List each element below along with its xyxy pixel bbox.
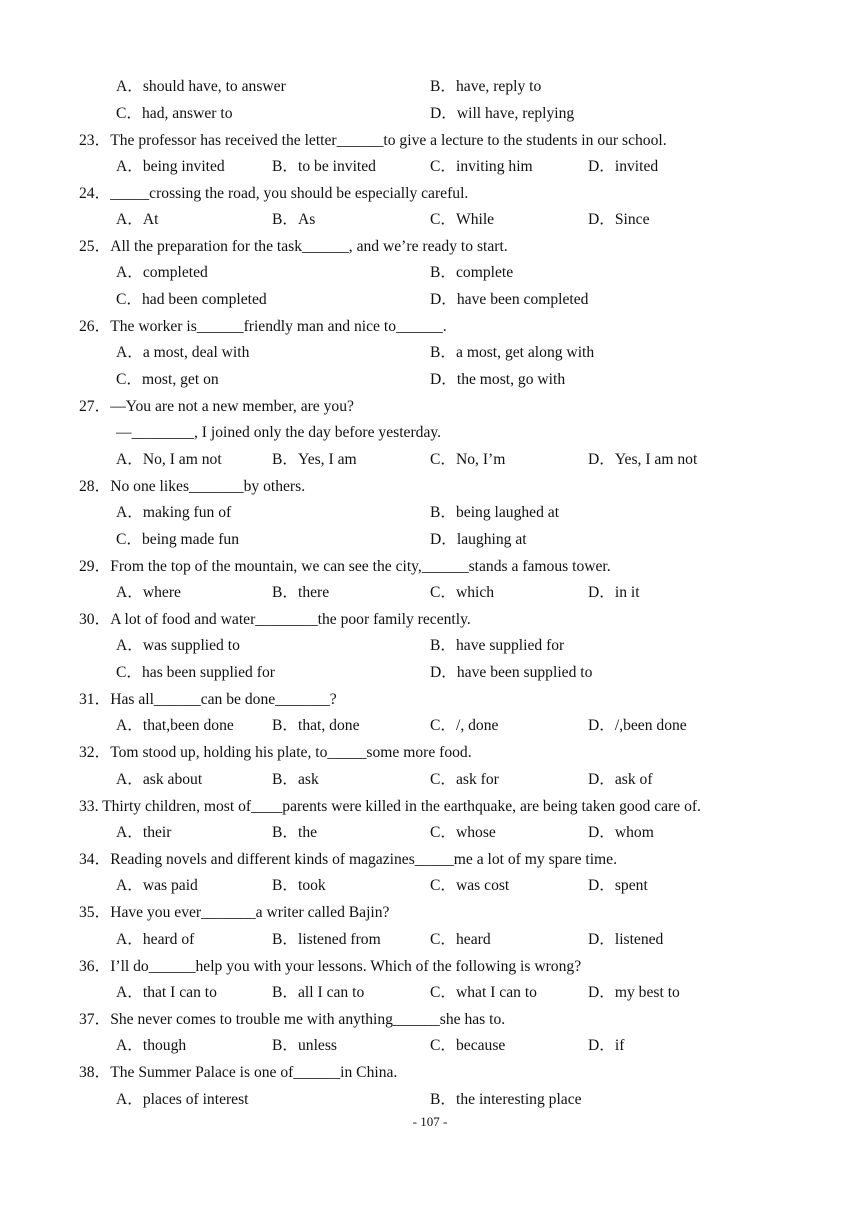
answer-option: B．that, done [272,717,360,734]
answer-option: D．if [588,1037,625,1054]
answer-option: B．took [272,877,326,894]
answer-option: C．was cost [430,877,510,894]
answer-option: B．a most, get along with [430,344,595,361]
answer-option: D．the most, go with [430,371,566,388]
question-text: 25．All the preparation for the task______, and we’re ready to start. [79,238,508,255]
question-text: 35．Have you ever_______a writer called Bajin? [79,904,390,921]
answer-option: D．Since [588,211,650,228]
question-text: 29．From the top of the mountain, we can see the city,______stands a famous tower. [79,558,611,575]
question-text: 38．The Summer Palace is one of______in China. [79,1064,398,1081]
question-text: 36．I’ll do______help you with your lessons. Which of the following is wrong? [79,958,582,975]
answer-option: A．completed [116,264,208,281]
answer-option: C．/, done [430,717,499,734]
answer-option: B．all I can to [272,984,365,1001]
answer-option: B．As [272,211,316,228]
answer-option: C．heard [430,931,491,948]
answer-option: A．heard of [116,931,195,948]
answer-option: A．places of interest [116,1091,249,1108]
question-text: 27．—You are not a new member, are you? [79,398,354,415]
question-text: 34．Reading novels and different kinds of magazines_____me a lot of my spare time. [79,851,617,868]
question-text: 30．A lot of food and water________the poor family recently. [79,611,471,628]
answer-option: A．No, I am not [116,451,222,468]
answer-option: B．unless [272,1037,337,1054]
answer-option: C．being made fun [116,531,239,548]
answer-option: C．most, get on [116,371,219,388]
answer-option: C．While [430,211,495,228]
answer-option: A．a most, deal with [116,344,250,361]
answer-option: D．will have, replying [430,105,575,122]
page-number: - 107 - [412,1114,448,1129]
answer-option: A．where [116,584,181,601]
answer-option: D．Yes, I am not [588,451,698,468]
answer-option: B．the interesting place [430,1091,582,1108]
answer-option: D．laughing at [430,531,527,548]
question-text: 33. Thirty children, most of____parents were killed in the earthquake, are being taken good care of. [79,798,701,815]
answer-option: B．have supplied for [430,637,565,654]
question-text: 31．Has all______can be done_______? [79,691,337,708]
answer-option: D．in it [588,584,640,601]
answer-option: C．had, answer to [116,105,233,122]
answer-option: C．whose [430,824,496,841]
answer-option: B．listened from [272,931,381,948]
answer-option: D．ask of [588,771,653,788]
answer-option: A．At [116,211,159,228]
answer-option: A．making fun of [116,504,232,521]
answer-option: D．have been supplied to [430,664,593,681]
answer-option: A．was paid [116,877,198,894]
answer-option: B．the [272,824,318,841]
answer-option: A．though [116,1037,187,1054]
question-text: 37．She never comes to trouble me with anything______she has to. [79,1011,506,1028]
answer-option: B．there [272,584,330,601]
answer-option: B．Yes, I am [272,451,357,468]
question-text: 26．The worker is______friendly man and nice to______. [79,318,447,335]
answer-option: D．invited [588,158,659,175]
answer-option: A．being invited [116,158,225,175]
answer-option: C．has been supplied for [116,664,275,681]
answer-option: A．should have, to answer [116,78,286,95]
answer-option: D．whom [588,824,654,841]
answer-option: A．ask about [116,771,203,788]
question-text: 23．The professor has received the letter______to give a lecture to the students in our school. [79,132,667,149]
question-text: 24．_____crossing the road, you should be especially careful. [79,185,469,202]
answer-option: B．complete [430,264,514,281]
answer-option: C．No, I’m [430,451,506,468]
answer-option: B．ask [272,771,319,788]
answer-option: C．which [430,584,495,601]
answer-option: C．ask for [430,771,499,788]
answer-option: B．to be invited [272,158,376,175]
answer-option: A．was supplied to [116,637,240,654]
answer-option: D．have been completed [430,291,589,308]
answer-option: D．listened [588,931,664,948]
answer-option: A．that,been done [116,717,234,734]
answer-option: D．my best to [588,984,680,1001]
question-text: 28．No one likes_______by others. [79,478,306,495]
answer-option: C．inviting him [430,158,533,175]
answer-option: C．had been completed [116,291,267,308]
answer-option: B．being laughed at [430,504,560,521]
answer-option: D．spent [588,877,648,894]
answer-option: D．/,been done [588,717,687,734]
answer-option: A．their [116,824,172,841]
question-text: 32．Tom stood up, holding his plate, to_____some more food. [79,744,472,761]
question-text: —________, I joined only the day before yesterday. [116,424,442,441]
answer-option: A．that I can to [116,984,217,1001]
answer-option: C．because [430,1037,506,1054]
answer-option: B．have, reply to [430,78,542,95]
answer-option: C．what I can to [430,984,537,1001]
